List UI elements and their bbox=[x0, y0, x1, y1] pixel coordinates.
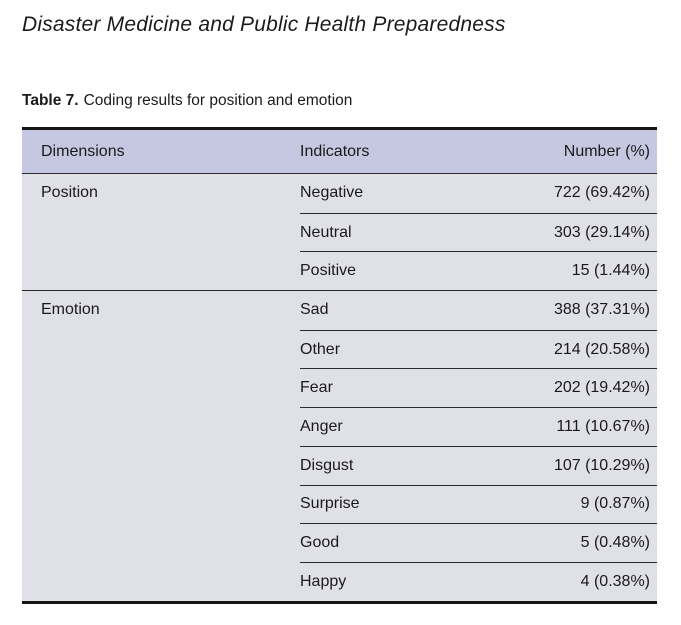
indicator-cell: Anger bbox=[300, 407, 497, 446]
dimension-cell bbox=[22, 213, 300, 252]
number-cell: 111 (10.67%) bbox=[497, 407, 657, 446]
number-cell: 722 (69.42%) bbox=[553, 184, 650, 202]
number-cell: 5 (0.48%) bbox=[497, 523, 657, 562]
table-row bbox=[22, 174, 657, 213]
dimension-cell bbox=[22, 446, 300, 485]
number-cell: 214 (20.58%) bbox=[497, 330, 657, 369]
table-number-label: Table 7. bbox=[22, 92, 79, 109]
indicator-cell: Fear bbox=[300, 368, 497, 407]
table-caption-text: Coding results for position and emotion bbox=[83, 92, 353, 109]
dimension-cell: Emotion bbox=[41, 301, 100, 319]
indicator-cell: Surprise bbox=[300, 485, 497, 524]
table-row bbox=[22, 251, 657, 290]
number-cell: 107 (10.29%) bbox=[497, 446, 657, 485]
dimension-cell bbox=[22, 368, 300, 407]
dimension-cell bbox=[22, 330, 300, 369]
indicator-cell: Positive bbox=[300, 251, 497, 290]
number-cell: 9 (0.87%) bbox=[497, 485, 657, 524]
table-caption bbox=[22, 92, 352, 110]
dimension-cell bbox=[22, 407, 300, 446]
table-row bbox=[22, 523, 657, 562]
table-row bbox=[22, 368, 657, 407]
indicator-cell: Disgust bbox=[300, 446, 497, 485]
indicator-cell: Good bbox=[300, 523, 497, 562]
table-row bbox=[22, 407, 657, 446]
number-cell: 303 (29.14%) bbox=[497, 213, 657, 252]
dimension-cell bbox=[22, 523, 300, 562]
table-row bbox=[22, 485, 657, 524]
indicator-cell: Other bbox=[300, 330, 497, 369]
number-cell: 202 (19.42%) bbox=[497, 368, 657, 407]
indicator-cell: Sad bbox=[300, 301, 329, 319]
table-row bbox=[22, 330, 657, 369]
dimension-cell bbox=[22, 251, 300, 290]
column-header-dimensions: Dimensions bbox=[41, 142, 125, 160]
number-cell: 15 (1.44%) bbox=[497, 251, 657, 290]
table-header-row bbox=[22, 130, 657, 174]
number-cell: 388 (37.31%) bbox=[553, 301, 650, 319]
table-row bbox=[22, 213, 657, 252]
number-cell: 4 (0.38%) bbox=[497, 562, 657, 601]
column-header-number: Number (%) bbox=[563, 142, 650, 160]
dimension-cell: Position bbox=[41, 184, 98, 202]
indicator-cell: Happy bbox=[300, 562, 497, 601]
journal-title: Disaster Medicine and Public Health Preparedness bbox=[22, 13, 506, 36]
dimension-cell bbox=[22, 562, 300, 601]
table-row bbox=[22, 446, 657, 485]
dimension-cell bbox=[22, 485, 300, 524]
table-row bbox=[22, 290, 657, 330]
indicator-cell: Negative bbox=[300, 184, 364, 202]
coding-results-table bbox=[22, 127, 657, 604]
column-header-indicators: Indicators bbox=[300, 142, 370, 160]
table-row bbox=[22, 562, 657, 601]
indicator-cell: Neutral bbox=[300, 213, 497, 252]
table-body bbox=[22, 174, 657, 601]
